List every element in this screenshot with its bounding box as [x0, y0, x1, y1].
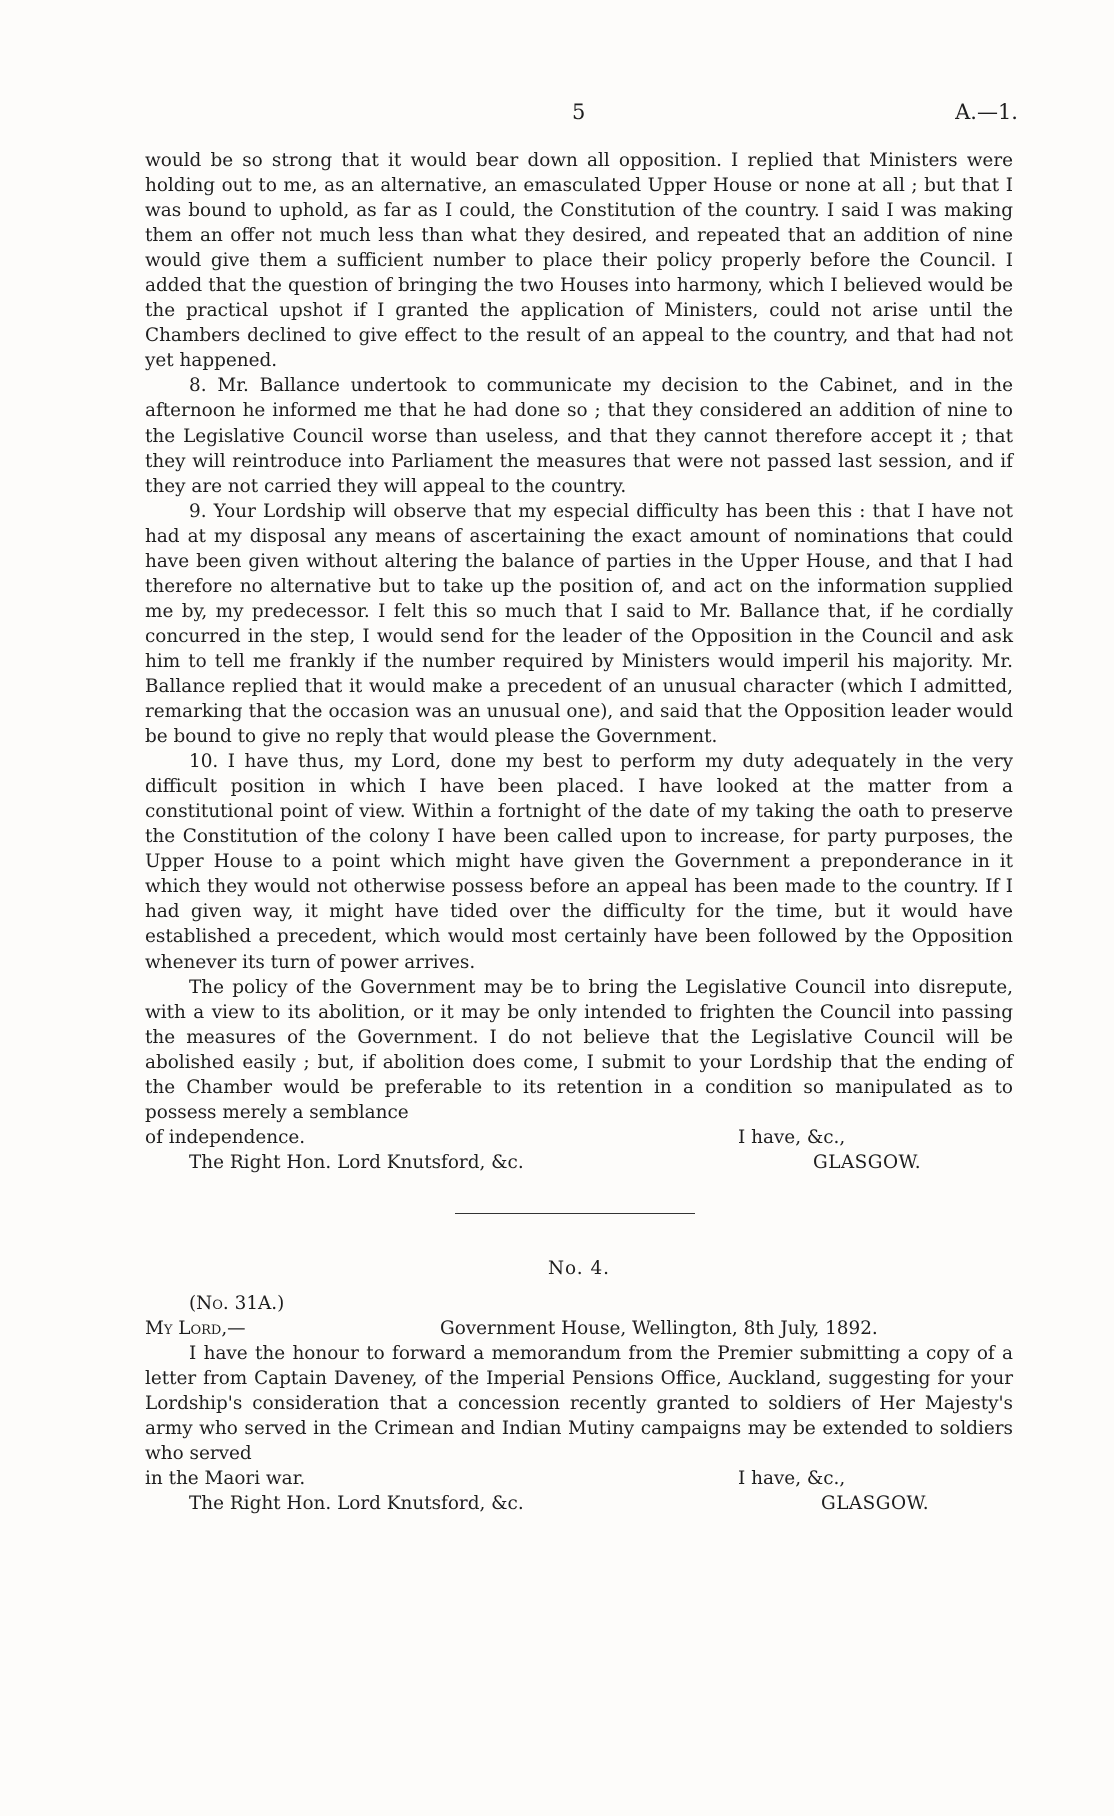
addressee-2: The Right Hon. Lord Knutsford, &c. [189, 1493, 524, 1515]
paragraph-9: 9. Your Lordship will observe that my especial difficulty has been this : that I have not had at my disposal any means of ascertaining the exact amount of nominations that could have been given without altering the balance of parties in the Upper House, and that I had therefore no alternative but to take up the position of, and act on the information supplied me by, my predecessor. I felt this so much that I said to Mr. Ballance that, if he cordially concurred in the step, I would send for the leader of the Opposition in the Council and ask him to tell me frankly if the number required by Ministers would imperil his majority. Mr. Ballance replied that it would make a precedent of an unusual character (which I admitted, remarking that the occasion was an unusual one), and said that the Opposition leader would be bound to give no reply that would please the Government. [145, 500, 1013, 748]
page-number: 5 [572, 100, 586, 124]
section-divider [455, 1213, 695, 1214]
salutation: My Lord,— [145, 1317, 246, 1339]
closing-last-words: of independence. [145, 1126, 306, 1148]
salutation-line [145, 1316, 1013, 1341]
paragraph-continuation: would be so strong that it would bear down all opposition. I replied that Ministers were holding out to me, as an alternative, an emasculated Upper House or none at all ; but that I was bound to uphold, as far as I could, the Constitution of the country. I said I was making them an offer not much less than what they desired, and repeated that an addition of nine would give them a sufficient number to place their policy properly before the Council. I added that the question of bringing the two Houses into harmony, which I believed would be the practical upshot if I granted the application of Ministers, could not arise until the Chambers declined to give effect to the result of an appeal to the country, and that had not yet happened. [145, 150, 1013, 372]
closing-line-2 [145, 1466, 1013, 1491]
closing-formula: I have, &c., [738, 1126, 846, 1148]
signature-line [145, 1150, 1013, 1175]
document-body [145, 148, 1013, 1516]
signature-2: GLASGOW. [821, 1493, 930, 1515]
paragraph-policy: The policy of the Government may be to bring the Legislative Council into disrepute, with a view to its abolition, or it may be only intended to frighten the Council into passing the measures of the Government. I do not believe that the Legislative Council will be abolished easily ; but, if abolition does come, I submit to your Lordship that the ending of the Chamber would be preferable to its retention in a condition so manipulated as to possess merely a semblance [145, 976, 1013, 1123]
page-header [0, 100, 1114, 130]
document-number-heading: No. 4. [547, 1257, 611, 1279]
despatch-number: (No. 31A.) [189, 1292, 285, 1314]
closing-last-words-2: in the Maori war. [145, 1468, 306, 1490]
document-reference: A.—1. [955, 100, 1018, 124]
address-date: Government House, Wellington, 8th July, 1892. [440, 1317, 878, 1339]
paragraph-10: 10. I have thus, my Lord, done my best to perform my duty adequately in the very difficult position in which I have been placed. I have looked at the matter from a constitutional point of view. Within a fortnight of the date of my taking the oath to preserve the Constitution of the colony I have been called upon to increase, for party purposes, the Upper House to a point which might have given the Government a preponderance in it which they would not otherwise possess before an appeal has been made to the country. If I had given way, it might have tided over the difficulty for the time, but it would have established a precedent, which would most certainly have been followed by the Opposition whenever its turn of power arrives. [145, 751, 1013, 973]
closing-formula-2: I have, &c., [738, 1468, 846, 1490]
signature-line-2 [145, 1491, 1013, 1516]
signature: GLASGOW. [813, 1151, 922, 1173]
letter-4-body: I have the honour to forward a memorandum from the Premier submitting a copy of a letter from Captain Daveney, of the Imperial Pensions Office, Auckland, suggesting for your Lordship's consideration that a concession recently granted to soldiers of Her Majesty's army who served in the Crimean and Indian Mutiny campaigns may be extended to soldiers who served [145, 1342, 1013, 1465]
addressee: The Right Hon. Lord Knutsford, &c. [189, 1151, 524, 1173]
paragraph-8: 8. Mr. Ballance undertook to communicate my decision to the Cabinet, and in the afternoon he informed me that he had done so ; that they considered an addition of nine to the Legislative Council worse than useless, and that they cannot therefore accept it ; that they will reintroduce into Parliament the measures that were not passed last session, and if they are not carried they will appeal to the country. [145, 375, 1013, 497]
closing-line [145, 1125, 1013, 1150]
